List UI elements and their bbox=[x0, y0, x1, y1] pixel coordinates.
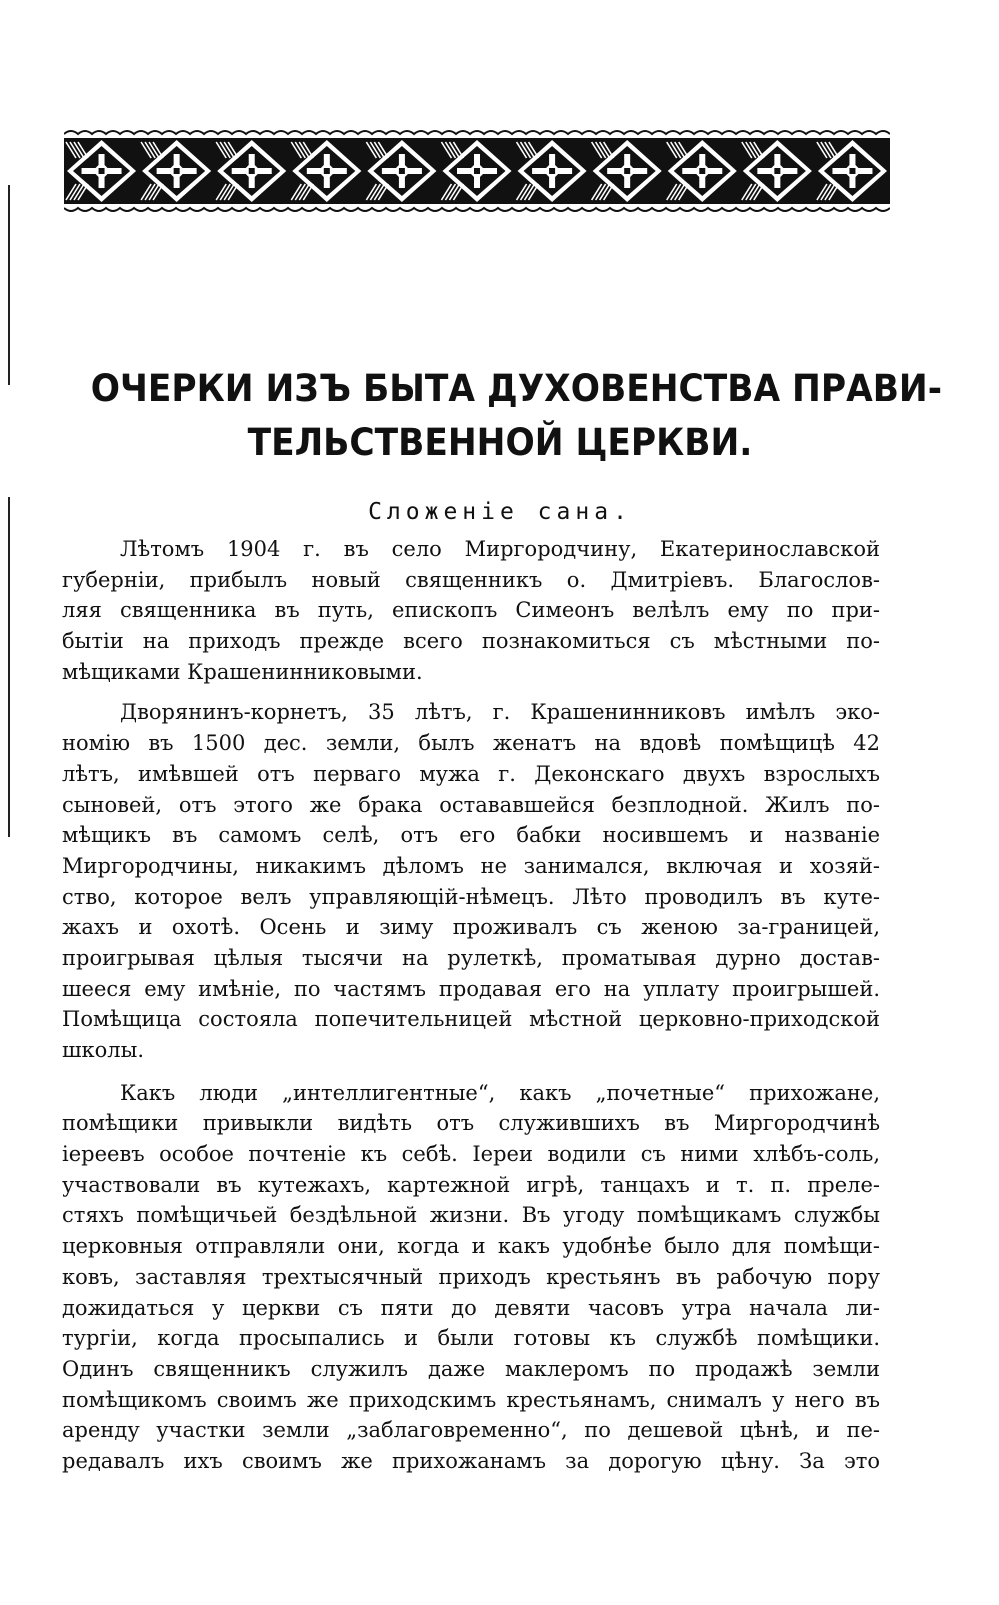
text-line: редавалъ ихъ своимъ же прихожанамъ за дорогую цѣну. За это bbox=[62, 1448, 880, 1473]
text-line: жахъ и охотѣ. Осень и зиму проживалъ съ женою за-границей, bbox=[62, 915, 880, 940]
text-line: проигрывая цѣлыя тысячи на рулеткѣ, проматывая дурно достав- bbox=[62, 945, 880, 970]
text-line: Дворянинъ-корнетъ, 35 лѣтъ, г. Крашенинниковъ имѣлъ эко- bbox=[120, 700, 880, 725]
margin-rule bbox=[8, 185, 10, 385]
text-line: стяхъ помѣщичьей бездѣльной жизни. Въ угоду помѣщикамъ службы bbox=[62, 1203, 880, 1228]
text-line: Одинъ священникъ служилъ даже маклеромъ по продажѣ земли bbox=[62, 1356, 880, 1381]
text-line: дожидаться у церкви съ пяти до девяти часовъ утра начала ли- bbox=[62, 1295, 880, 1320]
text-line: бытіи на приходъ прежде всего познакомиться съ мѣстными по- bbox=[62, 629, 880, 654]
paragraph-2 bbox=[62, 697, 880, 1065]
article-title bbox=[90, 362, 943, 470]
ornamental-header-band bbox=[64, 128, 890, 214]
text-line: Миргородчины, никакимъ дѣломъ не занимался, включая и хозяй- bbox=[62, 853, 880, 878]
text-line: губерніи, прибылъ новый священникъ о. Дмитріевъ. Благослов- bbox=[62, 567, 880, 592]
text-line: мѣщиками Крашенинниковыми. bbox=[62, 659, 423, 684]
text-line: школы. bbox=[62, 1038, 145, 1062]
paragraph-1 bbox=[62, 534, 880, 687]
text-line: ковъ, заставляя трехтысячный приходъ крестьянъ въ рабочую пору bbox=[62, 1264, 880, 1289]
text-line: іереевъ особое почтеніе къ себѣ. Іереи водили съ ними хлѣбъ-соль, bbox=[62, 1142, 880, 1167]
margin-rule bbox=[8, 497, 10, 837]
text-line: аренду участки земли „заблаговременно“, по дешевой цѣнѣ, и пе- bbox=[62, 1418, 880, 1443]
text-line: Помѣщица состояла попечительницей мѣстной церковно-приходской bbox=[62, 1007, 880, 1032]
text-line: помѣщикомъ своимъ же приходскимъ крестьянамъ, снималъ у него въ bbox=[62, 1387, 880, 1412]
text-line: сыновей, отъ этого же брака остававшейся безплодной. Жилъ по- bbox=[62, 792, 880, 817]
article-title-line-1: ОЧЕРКИ ИЗЪ БЫТА ДУХОВЕНСТВА ПРАВИ- bbox=[90, 367, 943, 410]
text-line: мѣщикъ въ самомъ селѣ, отъ его бабки носившемъ и названіе bbox=[62, 823, 880, 848]
text-line: помѣщики привыкли видѣть отъ служившихъ въ Миргородчинѣ bbox=[62, 1111, 880, 1136]
text-line: ство, которое велъ управляющій-нѣмецъ. Лѣто проводилъ въ куте- bbox=[62, 884, 880, 909]
text-line: Лѣтомъ 1904 г. въ село Миргородчину, Екатеринославской bbox=[120, 537, 880, 561]
text-line: ляя священника въ путь, епископъ Симеонъ велѣлъ ему по при- bbox=[62, 598, 880, 623]
text-line: тургіи, когда просыпались и были готовы къ службѣ помѣщики. bbox=[62, 1326, 880, 1351]
text-line: участвовали въ кутежахъ, картежной игрѣ, танцахъ и т. п. преле- bbox=[62, 1172, 880, 1197]
section-subtitle: Сложеніе сана. bbox=[368, 499, 632, 525]
text-line: шееся ему имѣніе, по частямъ продавая его на уплату проигрышей. bbox=[62, 976, 880, 1001]
text-line: Какъ люди „интеллигентные“, какъ „почетные“ прихожане, bbox=[120, 1080, 880, 1105]
paragraph-3 bbox=[62, 1078, 880, 1477]
text-line: лѣтъ, имѣвшей отъ перваго мужа г. Деконскаго двухъ взрослыхъ bbox=[62, 761, 880, 786]
ornament-pattern bbox=[64, 128, 890, 214]
text-line: номію въ 1500 дес. земли, былъ женатъ на вдовѣ помѣщицѣ 42 bbox=[62, 731, 880, 756]
text-line: церковныя отправляли они, когда и какъ удобнѣе было для помѣщи- bbox=[62, 1234, 880, 1259]
article-body bbox=[62, 534, 880, 1487]
article-title-line-2: ТЕЛЬСТВЕННОЙ ЦЕРКВИ. bbox=[247, 421, 753, 464]
